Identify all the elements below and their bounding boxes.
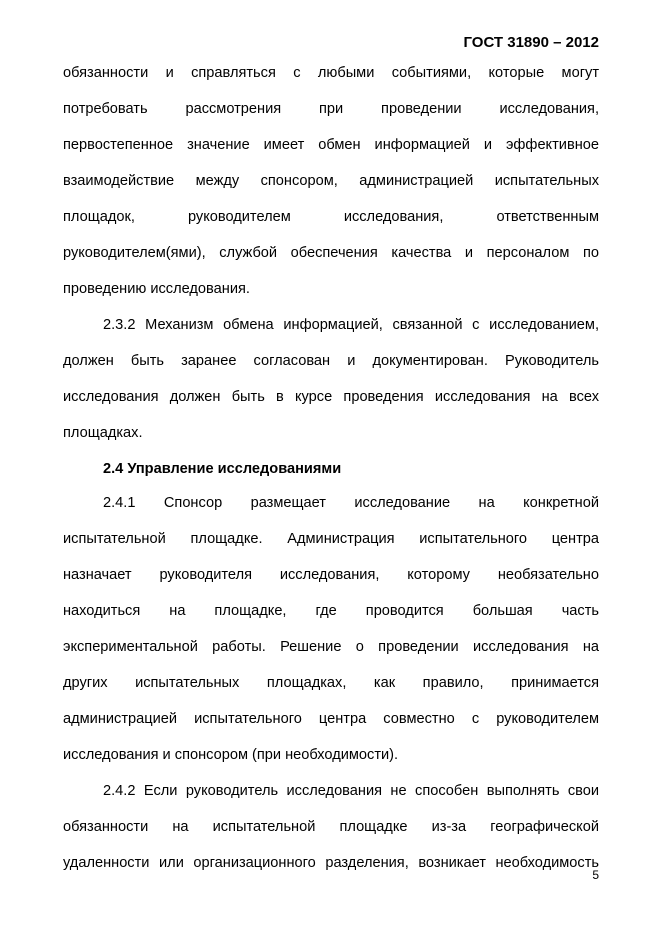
body-line: испытательной площадке. Администрация испытательного центра	[63, 531, 599, 547]
body-line: других испытательных площадках, как правило, принимается	[63, 675, 599, 691]
body-line: исследования должен быть в курсе проведения исследования на всех	[63, 389, 599, 405]
body-line: должен быть заранее согласован и документирован. Руководитель	[63, 353, 599, 369]
body-line: площадок, руководителем исследования, ответственным	[63, 209, 599, 225]
paragraph-2-4-1-start: 2.4.1 Спонсор размещает исследование на конкретной	[103, 495, 599, 511]
body-line: удаленности или организационного разделения, возникает необходимость	[63, 855, 599, 871]
body-line: первостепенное значение имеет обмен информацией и эффективное	[63, 137, 599, 153]
body-line: исследования и спонсором (при необходимости).	[63, 747, 399, 763]
body-line: администрацией испытательного центра совместно с руководителем	[63, 711, 599, 727]
standard-header: ГОСТ 31890 – 2012	[463, 34, 599, 51]
body-line: обязанности на испытательной площадке из-за географической	[63, 819, 599, 835]
body-line: руководителем(ями), службой обеспечения качества и персоналом по	[63, 245, 599, 261]
body-line: назначает руководителя исследования, которому необязательно	[63, 567, 599, 583]
body-line: потребовать рассмотрения при проведении исследования,	[63, 101, 599, 117]
paragraph-2-3-2-start: 2.3.2 Механизм обмена информацией, связанной с исследованием,	[103, 317, 599, 333]
body-line: проведению исследования.	[63, 281, 250, 297]
body-line: площадках.	[63, 425, 143, 441]
section-heading-2-4: 2.4 Управление исследованиями	[103, 461, 342, 477]
body-line: обязанности и справляться с любыми событиями, которые могут	[63, 65, 599, 81]
body-line: взаимодействие между спонсором, администрацией испытательных	[63, 173, 599, 189]
paragraph-2-4-2-start: 2.4.2 Если руководитель исследования не способен выполнять свои	[103, 783, 599, 799]
body-line: находиться на площадке, где проводится большая часть	[63, 603, 599, 619]
body-line: экспериментальной работы. Решение о проведении исследования на	[63, 639, 599, 655]
page-number: 5	[592, 868, 599, 882]
